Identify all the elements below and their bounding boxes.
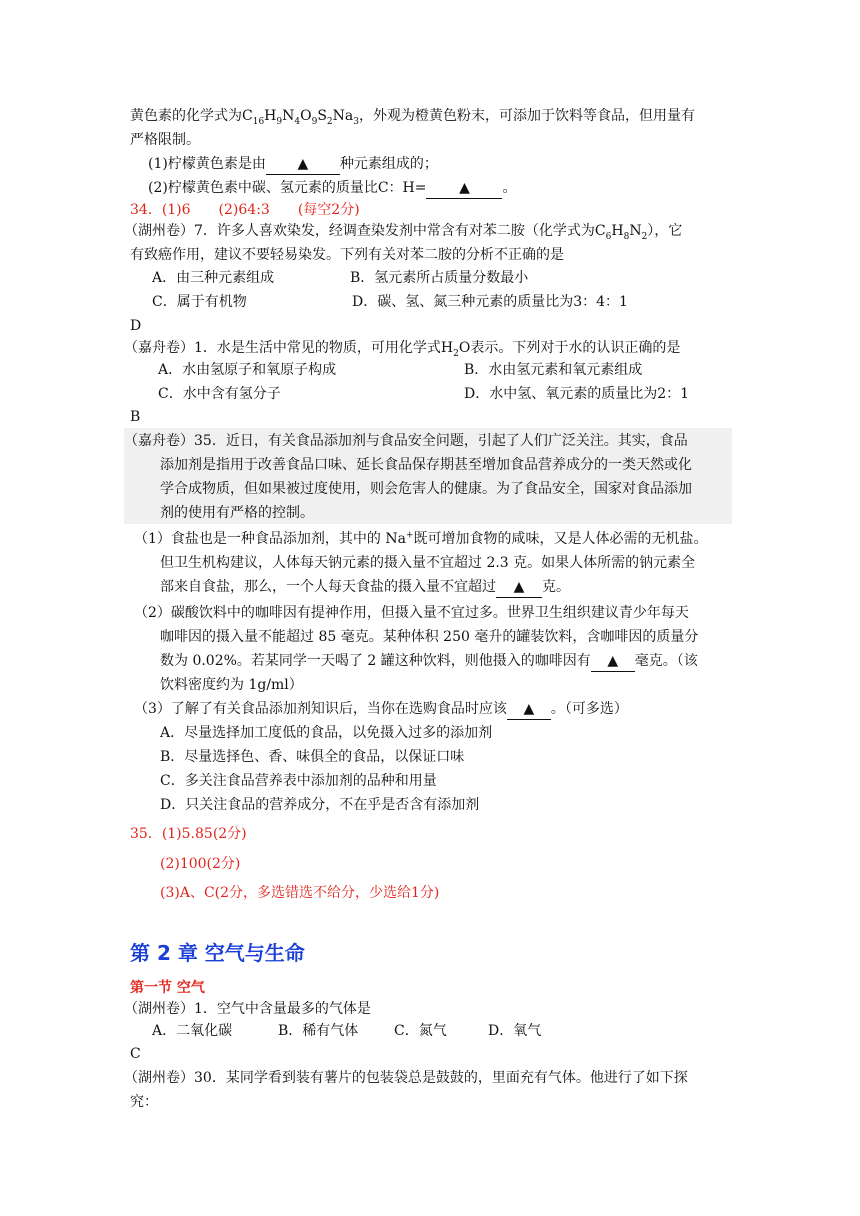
- q35-option-b: B．尽量选择色、香、味俱全的食品，以保证口味: [160, 749, 465, 765]
- q34-answer: 34．(1)6 (2)64:3 (每空2分): [130, 202, 360, 218]
- q7-option-d: D．碳、氢、氮三种元素的质量比为3：4：1: [352, 294, 628, 310]
- text: ，外观为橙黄色粉末，可添加于饮料等食品，但用量有: [359, 108, 695, 124]
- q35-intro-line1: （嘉舟卷）35．近日，有关食品添加剂与食品安全问题，引起了人们广泛关注。其实，食品: [124, 433, 688, 449]
- q1hz-option-c: C．氮气: [394, 1023, 447, 1039]
- q7-line2: 有致癌作用，建议不要轻易染发。下列有关对苯二胺的分析不正确的是: [130, 247, 564, 263]
- text: 。: [502, 180, 517, 196]
- text: 既可增加食物的咸味，又是人体必需的无机盐。: [413, 531, 708, 547]
- text: （3）了解了有关食品添加剂知识后，当你在选购食品时应该: [134, 701, 507, 717]
- q35-option-d: D．只关注食品的营养成分，不在乎是否含有添加剂: [160, 797, 480, 813]
- q35-p3-line: [134, 699, 628, 720]
- q1hz-option-a: A．二氧化碳: [152, 1023, 233, 1039]
- q35-p1-line3: [160, 577, 570, 598]
- q35-intro-line3: 学合成物质，但如果被过度使用，则会危害人的健康。为了食品安全，国家对食品添加: [160, 481, 692, 497]
- q1hz-answer: C: [130, 1046, 141, 1062]
- text: 。（可多选）: [550, 701, 628, 717]
- q7-option-c: C．属于有机物: [152, 294, 247, 310]
- text: 数为 0.02%。若某同学一天喝了 2 罐这种饮料，则他摄入的咖啡因有: [160, 653, 591, 669]
- q34-sub2: [148, 178, 516, 199]
- q1hz-option-b: B．稀有气体: [278, 1023, 359, 1039]
- answer-blank[interactable]: ▲: [496, 577, 542, 598]
- q7-option-a: A．由三种元素组成: [152, 270, 275, 286]
- q7-option-b: B．氢元素所占质量分数最小: [350, 270, 529, 286]
- text: （1）食盐也是一种食品添加剂，其中的 Na: [134, 531, 406, 547]
- q35-p2-line4: 饮料密度约为 1g/ml）: [160, 677, 303, 693]
- q35-intro-line4: 剂的使用有严格的控制。: [160, 505, 314, 521]
- answer-blank[interactable]: ▲: [507, 699, 551, 720]
- q30-line1: （湖州卷）30．某同学看到装有薯片的包装袋总是鼓鼓的，里面充有气体。他进行了如下探: [124, 1070, 688, 1086]
- q1jx-option-b: B．水由氢元素和氧元素组成: [464, 362, 643, 378]
- q7-line1: [124, 221, 682, 241]
- text: 毫克。（该: [634, 653, 698, 669]
- q35-p1-line1: [134, 529, 708, 549]
- text: O表示。下列对于水的认识正确的是: [458, 340, 681, 356]
- text: （嘉舟卷）1．水是生活中常见的物质，可用化学式H: [124, 340, 454, 356]
- q1jx-answer: B: [130, 409, 141, 425]
- text: (1)柠檬黄色素是由: [148, 156, 266, 172]
- q1jx-option-a: A．水由氢原子和氧原子构成: [158, 362, 337, 378]
- text: （湖州卷）7．许多人喜欢染发，经调查染发剂中常含有对苯二胺（化学式为C: [124, 223, 606, 239]
- q35-p2-line1: （2）碳酸饮料中的咖啡因有提神作用，但摄入量不宜过多。世界卫生组织建议青少年每天: [134, 605, 689, 621]
- text: ），它: [647, 223, 683, 239]
- q1jx-option-d: D．水中氢、氧元素的质量比为2：1: [464, 386, 690, 402]
- text: (2)柠檬黄色素中碳、氢元素的质量比C：H=: [148, 180, 427, 196]
- q35-option-c: C．多关注食品营养表中添加剂的品种和用量: [160, 773, 437, 789]
- q1jx-line1: [124, 338, 680, 358]
- formula: $_{16}H_9N_4O_9S_2Na_3$: [252, 108, 359, 127]
- text: 克。: [542, 579, 570, 595]
- q7-answer: D: [130, 318, 142, 334]
- q34-sub1: [148, 154, 438, 175]
- q35-p1-line2: 但卫生机构建议，人体每天钠元素的摄入量不宜超过 2.3 克。如果人体所需的钠元素全: [160, 555, 696, 571]
- answer-blank[interactable]: ▲: [266, 154, 340, 175]
- q35-answer-1: 35．(1)5.85(2分): [130, 826, 247, 842]
- text: 黄色素的化学式为C: [130, 108, 253, 124]
- chapter-title: 第 2 章 空气与生命: [130, 941, 305, 965]
- q35-option-a: A．尽量选择加工度低的食品，以免摄入过多的添加剂: [160, 725, 493, 741]
- q35-intro-line2: 添加剂是指用于改善食品口味、延长食品保存期甚至增加食品营养成分的一类天然或化: [160, 457, 692, 473]
- section-title: 第一节 空气: [130, 980, 205, 996]
- q1hz-line1: （湖州卷）1．空气中含量最多的气体是: [124, 1001, 371, 1017]
- q35-p2-line2: 咖啡因的摄入量不能超过 85 毫克。某种体积 250 毫升的罐装饮料，含咖啡因的质量分: [160, 629, 699, 645]
- q35-p2-line3: [160, 651, 698, 672]
- answer-blank[interactable]: ▲: [426, 178, 502, 199]
- q35-answer-2: (2)100(2分): [160, 856, 241, 872]
- superscript: +: [405, 530, 414, 541]
- q35-answer-3: (3)A、C(2分，多选错选不给分，少选给1分): [160, 885, 440, 901]
- subscript: 2: [453, 348, 459, 359]
- answer-blank[interactable]: ▲: [591, 651, 635, 672]
- q34-intro-line2: 严格限制。: [130, 132, 200, 148]
- text: 种元素组成的；: [339, 156, 438, 172]
- q1jx-option-c: C．水中含有氢分子: [158, 386, 281, 402]
- formula: $_6H_8N_2$: [605, 223, 648, 242]
- text: 部来自食盐，那么，一个人每天食盐的摄入量不宜超过: [160, 579, 496, 595]
- q30-line2: 究：: [130, 1094, 158, 1110]
- q34-intro-line1: [130, 106, 695, 126]
- q1hz-option-d: D．氧气: [488, 1023, 542, 1039]
